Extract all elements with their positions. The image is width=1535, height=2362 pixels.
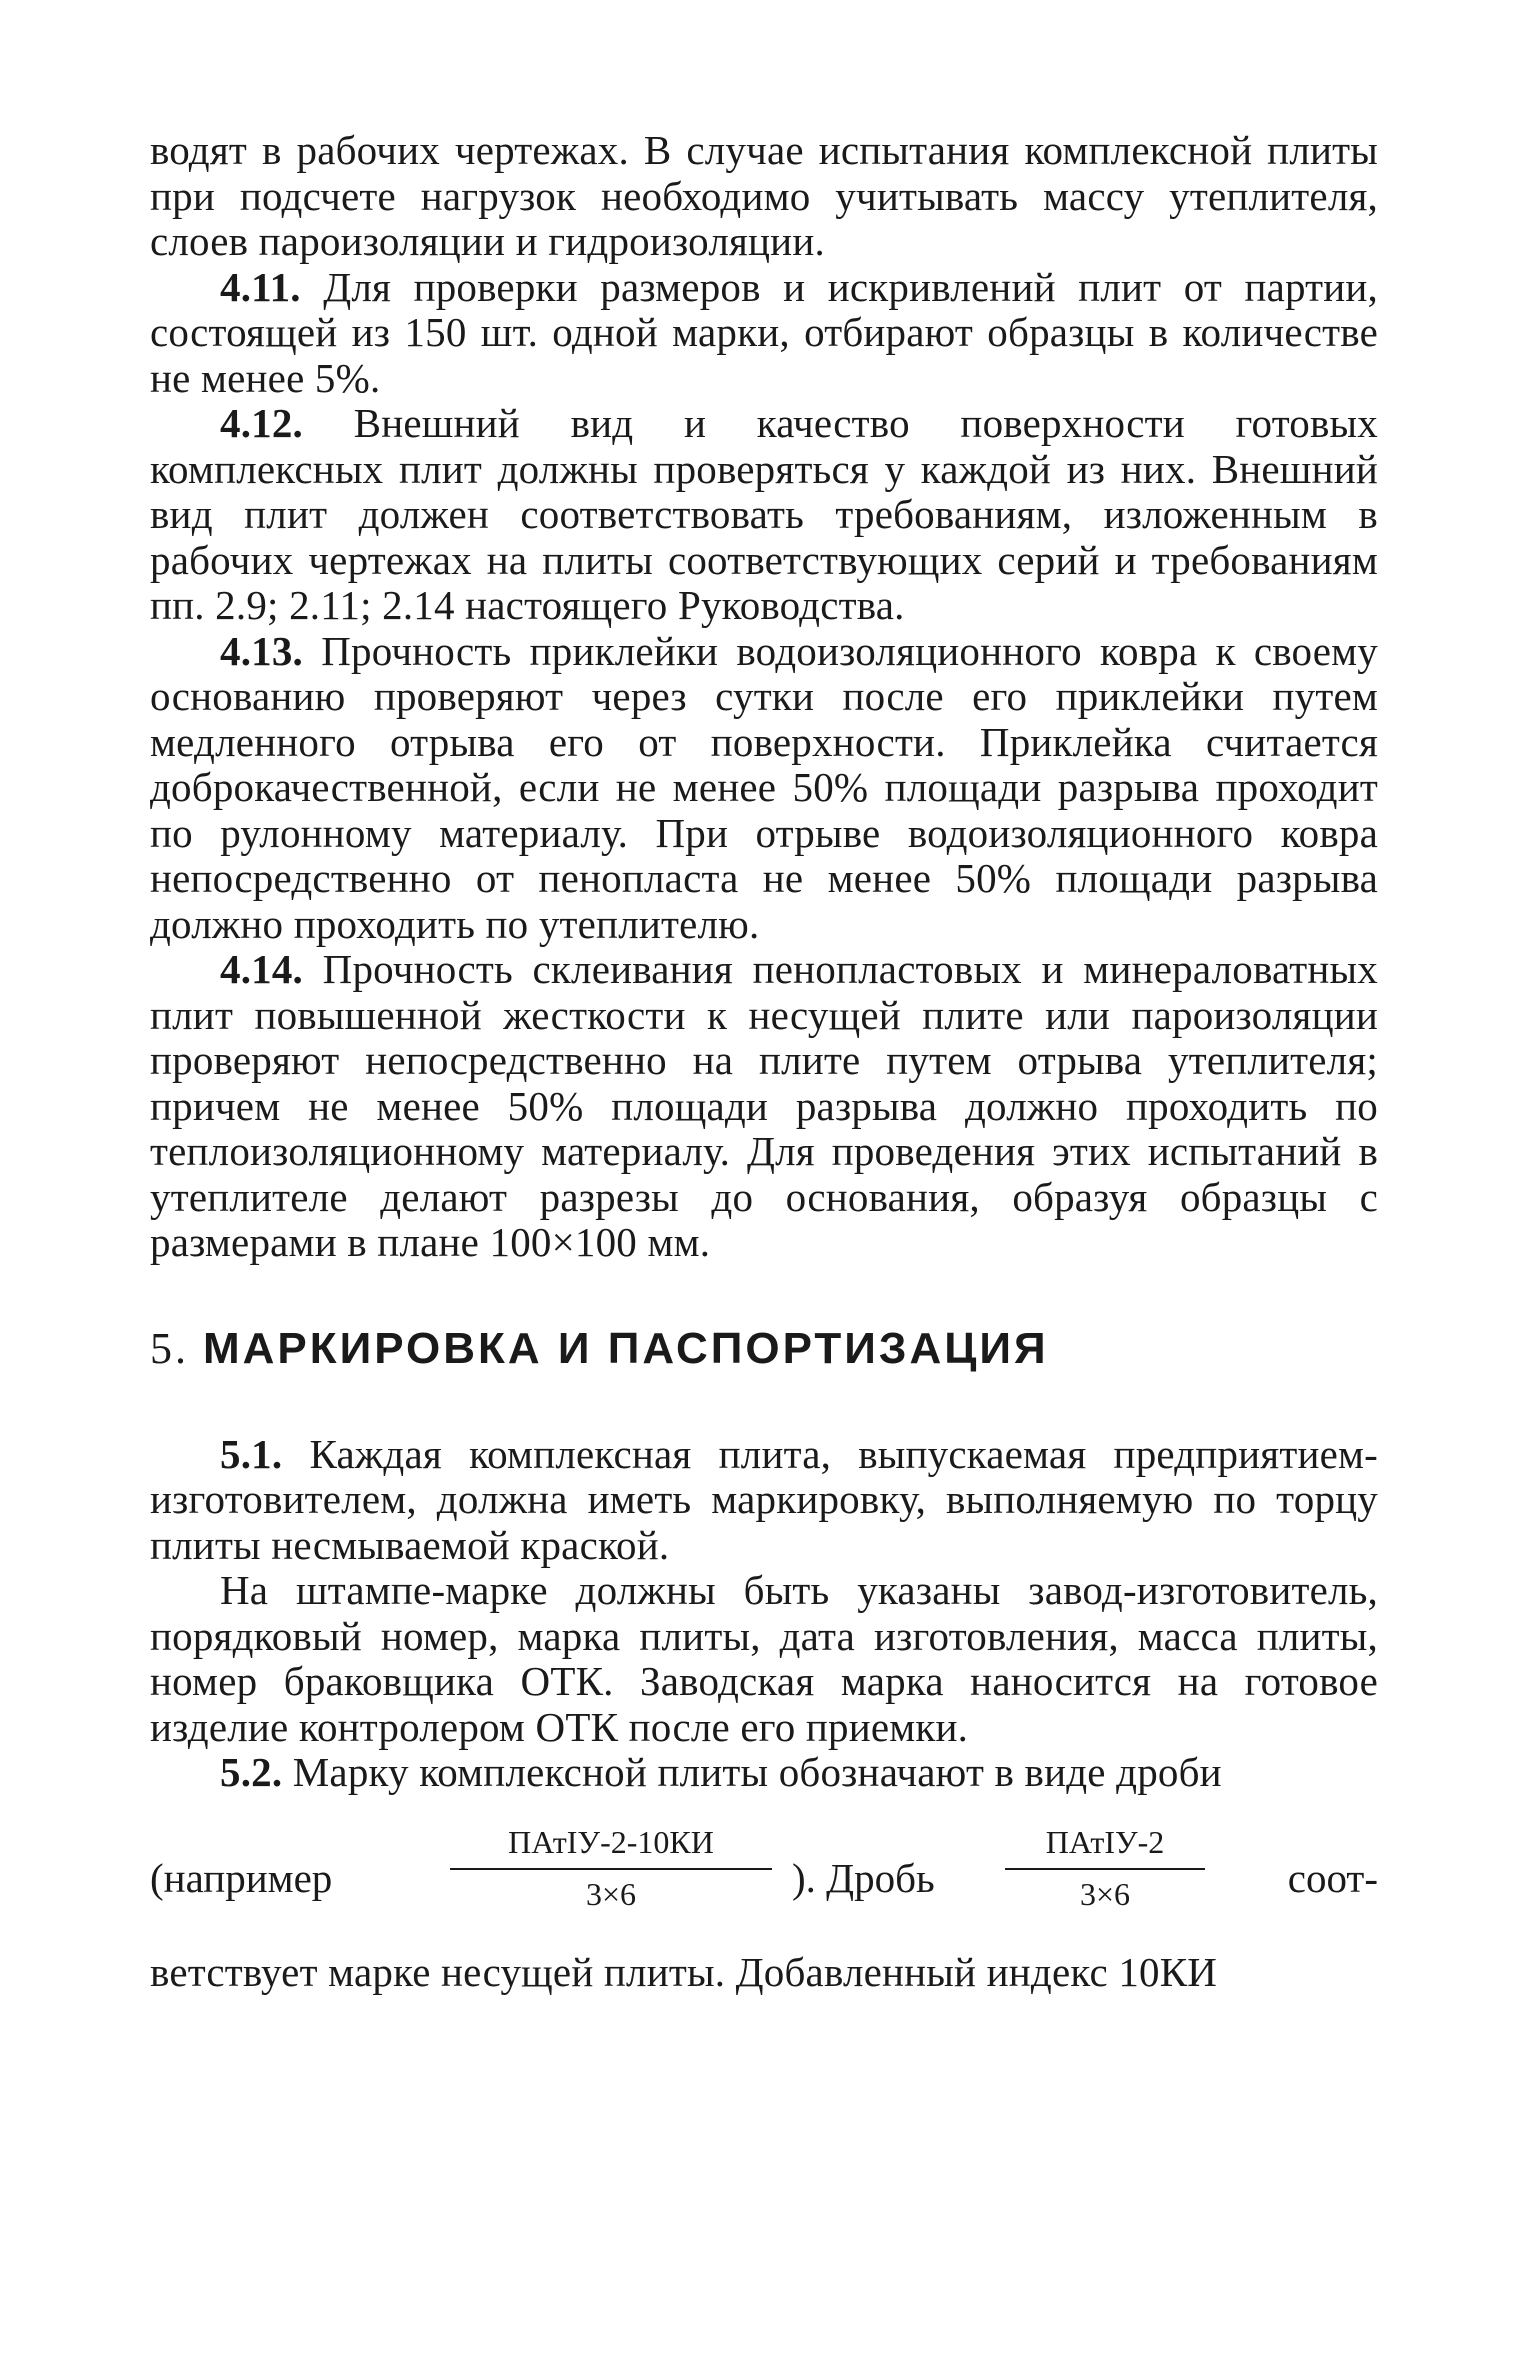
clause-text: Марку комплексной плиты обозначают в виде дроби	[292, 1749, 1222, 1795]
fraction-denominator: 3×6	[1079, 1875, 1131, 1912]
section-number: 5.	[150, 1323, 189, 1373]
paragraph-continuation	[150, 128, 1378, 265]
clause-5-1	[150, 1432, 1378, 1569]
clause-4-11	[150, 265, 1378, 402]
paragraph-text: ветствует марке несущей плиты. Добавленный индекс 10КИ	[150, 1948, 1218, 1995]
clause-text: Внешний вид и качество поверхности готовых комплексных плит должны проверяться у каждой из них. Внешний вид плит должен соответствовать требованиям, изложенным в рабочих чертежах на плиты соответствующих серий и требованиям пп. 2.9; 2.11; 2.14 настоящего Руководства.	[150, 400, 1378, 628]
formula-tail-text: соот-	[1287, 1854, 1378, 1901]
fraction-denominator: 3×6	[585, 1875, 637, 1912]
clause-4-12	[150, 401, 1378, 629]
paragraph-last-line	[150, 1950, 1378, 1996]
paragraph-text: На штампе-марке должны быть указаны завод-изготовитель, порядковый номер, марка плиты, дата изготовления, масса плиты, номер браковщика ОТК. Заводская марка наносится на готовое изделие контролером ОТК после его приемки.	[150, 1567, 1378, 1750]
formula-row	[150, 1810, 1378, 1950]
clause-number: 5.2.	[220, 1749, 283, 1795]
clause-number: 4.11.	[220, 263, 301, 310]
formula-mid-text: ). Дробь	[792, 1854, 935, 1901]
clause-number: 5.1.	[220, 1430, 283, 1477]
clause-number: 4.13.	[220, 627, 303, 674]
fraction-example	[450, 1824, 772, 1912]
clause-4-13	[150, 629, 1378, 948]
document-page	[150, 128, 1378, 1995]
fraction-base	[1005, 1824, 1205, 1912]
paragraph-text: водят в рабочих чертежах. В случае испытания комплексной плиты при подсчете нагрузок необходимо учитывать массу утеплителя, слоев пароизоляции и гидроизоляции.	[150, 127, 1378, 264]
paragraph-stamp	[150, 1568, 1378, 1750]
clause-number: 4.14.	[220, 946, 303, 992]
clause-5-2	[150, 1750, 1378, 1796]
fraction-numerator: ПАтIУ-2	[1005, 1824, 1205, 1870]
clause-4-14	[150, 947, 1378, 1266]
clause-text: Для проверки размеров и искривлений плит от партии, состоящей из 150 шт. одной марки, отбирают образцы в количестве не менее 5%.	[150, 263, 1378, 401]
clause-number: 4.12.	[220, 400, 303, 446]
formula-lead-text: (например	[150, 1854, 333, 1901]
fraction-numerator: ПАтIУ-2-10КИ	[450, 1824, 772, 1870]
section-heading	[150, 1324, 1378, 1374]
section-title: МАРКИРОВКА И ПАСПОРТИЗАЦИЯ	[203, 1323, 1049, 1373]
clause-text: Прочность приклейки водоизоляционного ковра к своему основанию проверяют через сутки после его приклейки путем медленного отрыва его от поверхности. Приклейка считается доброкачественной, если не менее 50% площади разрыва проходит по рулонному материалу. При отрыве водоизоляционного ковра непосредственно от пенопласта не менее 50% площади разрыва должно проходить по утеплителю.	[150, 627, 1378, 947]
clause-text: Каждая комплексная плита, выпускаемая предприятием-изготовителем, должна иметь маркировку, выполняемую по торцу плиты несмываемой краской.	[150, 1430, 1379, 1568]
clause-text: Прочность склеивания пенопластовых и минераловатных плит повышенной жесткости к несущей плите или пароизоляции проверяют непосредственно на плите путем отрыва утеплителя; причем не менее 50% площади разрыва должно проходить по теплоизоляционному материалу. Для проведения этих испытаний в утеплителе делают разрезы до основания, образуя образцы с размерами в плане 100×100 мм.	[150, 946, 1379, 1265]
